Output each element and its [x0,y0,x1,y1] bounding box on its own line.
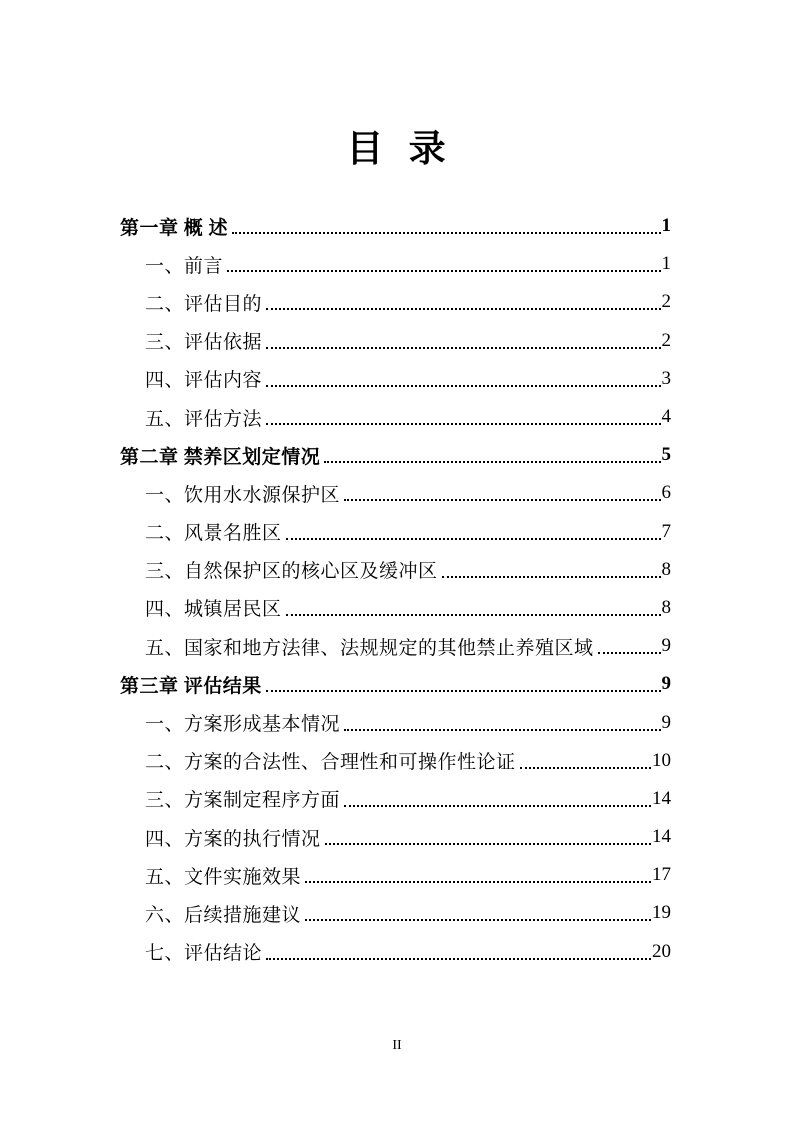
toc-entry-page: 17 [652,864,671,886]
toc-entry-label: 一、前言 [145,255,224,277]
toc-dot-leader [344,805,651,807]
toc-entry-page: 8 [661,558,671,580]
toc-entry[interactable] [120,933,671,971]
toc-dot-leader [286,538,661,540]
toc-dot-leader [305,919,651,921]
toc-entry-label: 三、自然保护区的核心区及缓冲区 [145,561,438,583]
toc-entry-page: 1 [661,253,671,275]
toc-entry-label: 七、评估结论 [145,943,263,965]
toc-entry-page: 3 [661,367,671,389]
toc-entry-page: 8 [661,596,671,618]
footer-page-number: II [392,1038,402,1053]
toc-entry-label: 四、城镇居民区 [145,599,282,621]
toc-dot-leader [286,614,661,616]
toc-entry-page: 5 [661,444,671,466]
toc-list [120,207,671,971]
toc-entry[interactable] [120,436,671,474]
toc-entry-label: 四、方案的执行情况 [145,828,321,850]
toc-entry[interactable] [120,742,671,780]
toc-entry-label: 二、风景名胜区 [145,523,282,545]
toc-dot-leader [324,461,660,463]
toc-entry[interactable] [120,551,671,589]
toc-entry-page: 14 [652,787,671,809]
toc-entry[interactable] [120,589,671,627]
toc-entry[interactable] [120,703,671,741]
toc-entry-page: 9 [661,673,671,695]
page-title: 目 录 [346,129,448,170]
toc-dot-leader [266,423,660,425]
toc-entry[interactable] [120,207,671,245]
toc-dot-leader [344,499,660,501]
toc-entry[interactable] [120,894,671,932]
toc-dot-leader [442,576,661,578]
toc-entry-page: 9 [661,711,671,733]
toc-entry[interactable] [120,818,671,856]
toc-entry-page: 20 [652,940,671,962]
toc-dot-leader [232,232,660,234]
toc-entry-label: 六、后续措施建议 [145,904,302,926]
toc-dot-leader [266,308,660,310]
toc-entry[interactable] [120,474,671,512]
toc-entry-label: 第一章 概 述 [120,217,229,239]
toc-entry[interactable] [120,780,671,818]
toc-entry[interactable] [120,322,671,360]
toc-dot-leader [266,690,661,692]
toc-entry-label: 三、评估依据 [145,332,263,354]
toc-entry-page: 1 [661,215,671,237]
toc-entry[interactable] [120,627,671,665]
toc-entry-page: 2 [661,329,671,351]
toc-entry[interactable] [120,283,671,321]
toc-dot-leader [598,652,661,654]
toc-entry-label: 一、饮用水水源保护区 [145,484,341,506]
toc-entry-label: 二、评估目的 [145,293,263,315]
toc-dot-leader [305,881,651,883]
toc-entry[interactable] [120,665,671,703]
toc-entry-label: 三、方案制定程序方面 [145,790,341,812]
toc-entry-label: 一、方案形成基本情况 [145,714,341,736]
toc-entry[interactable] [120,856,671,894]
toc-entry-page: 4 [661,406,671,428]
toc-entry-page: 19 [652,902,671,924]
toc-dot-leader [227,270,660,272]
toc-entry-page: 10 [652,749,671,771]
toc-entry[interactable] [120,513,671,551]
toc-entry-page: 14 [652,826,671,848]
toc-entry[interactable] [120,398,671,436]
toc-dot-leader [344,729,660,731]
toc-entry[interactable] [120,360,671,398]
toc-entry-page: 6 [661,482,671,504]
toc-entry-label: 第三章 评估结果 [120,675,262,697]
toc-entry-page: 9 [661,635,671,657]
toc-entry-label: 四、评估内容 [145,370,263,392]
toc-entry-page: 7 [661,520,671,542]
toc-entry-label: 五、文件实施效果 [145,866,302,888]
toc-dot-leader [266,347,660,349]
toc-dot-leader [266,958,651,960]
toc-entry-label: 二、方案的合法性、合理性和可操作性论证 [145,752,516,774]
toc-dot-leader [266,385,660,387]
toc-entry-page: 2 [661,291,671,313]
toc-dot-leader [325,843,651,845]
toc-entry-label: 第二章 禁养区划定情况 [120,446,321,468]
toc-dot-leader [520,767,651,769]
toc-entry-label: 五、评估方法 [145,408,263,430]
toc-entry[interactable] [120,245,671,283]
toc-entry-label: 五、国家和地方法律、法规规定的其他禁止养殖区域 [145,637,594,659]
